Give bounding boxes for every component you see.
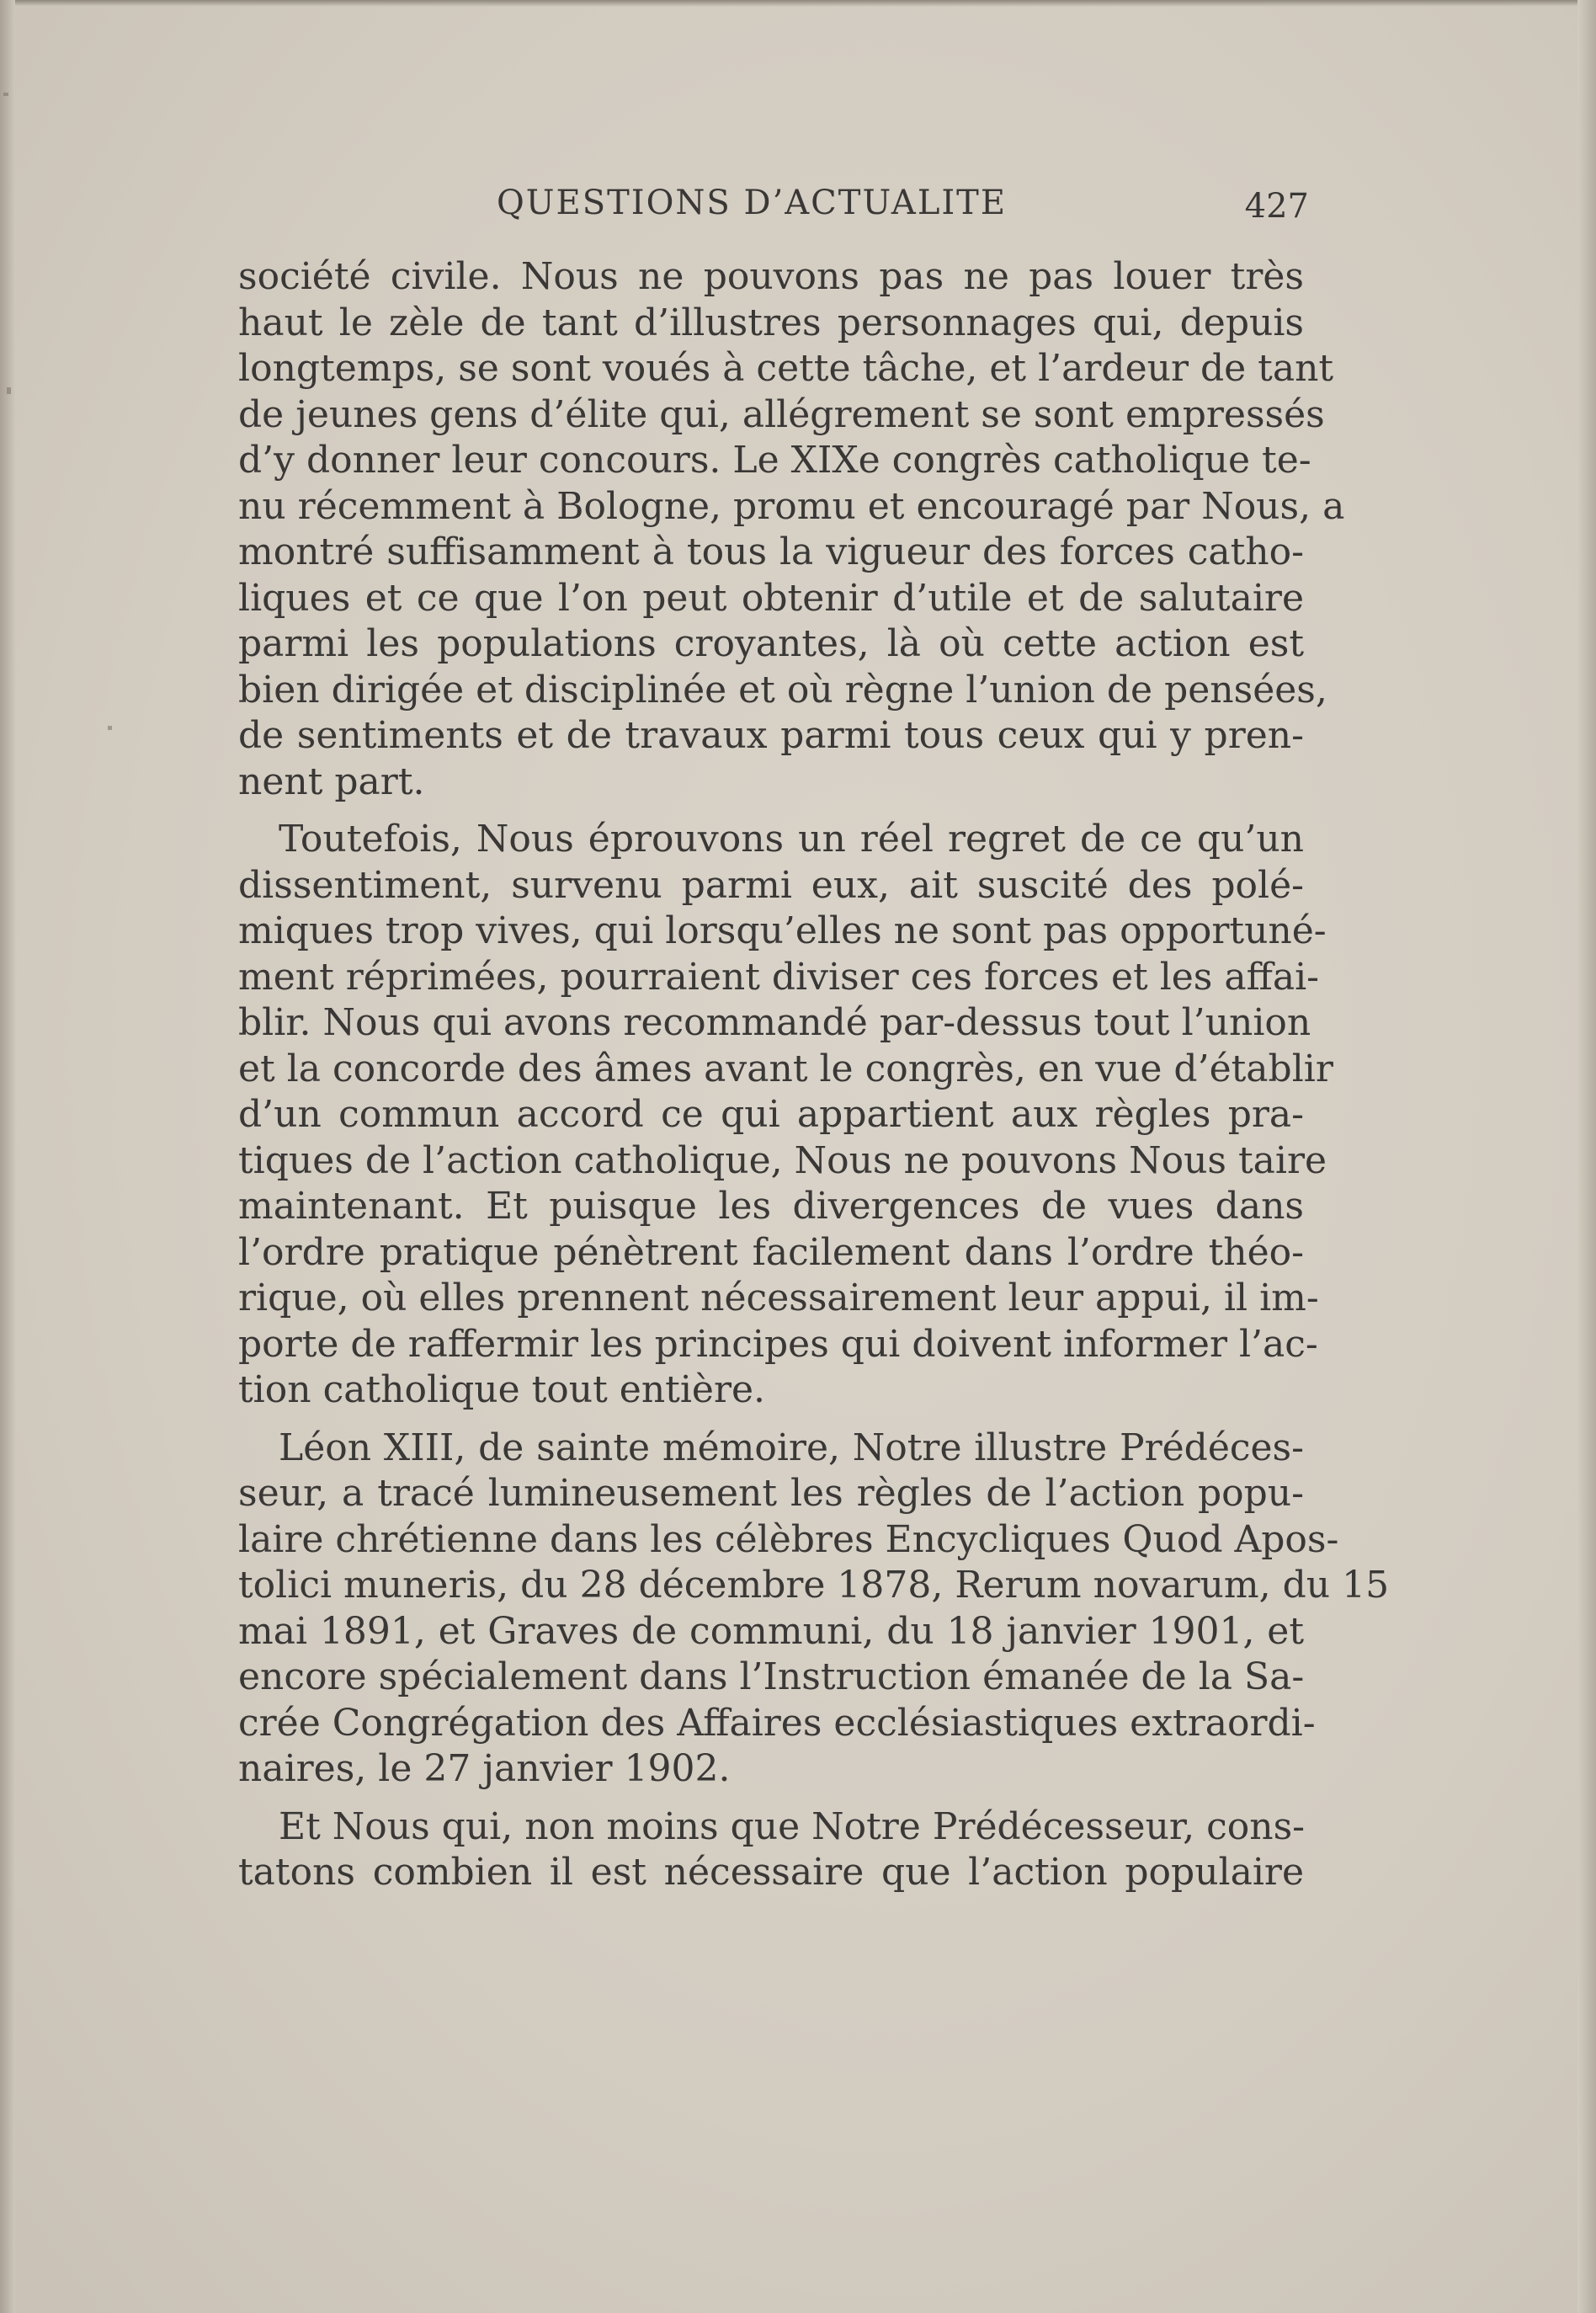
text-line: liques et ce que l’on peut obtenir d’utile et de salutaire xyxy=(238,576,1304,620)
text-line: montré suffisamment à tous la vigueur des forces catho- xyxy=(238,530,1304,573)
paragraph-3 xyxy=(238,1426,1390,1793)
text-line: de jeunes gens d’élite qui, allégrement se sont empressés xyxy=(238,392,1325,436)
scan-speck xyxy=(108,726,112,730)
paragraph-1 xyxy=(238,254,1345,805)
page-top-edge-shadow xyxy=(0,0,1596,7)
running-title: QUESTIONS D’ACTUALITE xyxy=(497,184,1008,222)
text-line: Et Nous qui, non moins que Notre Prédécesseur, cons- xyxy=(279,1804,1306,1848)
text-line: haut le zèle de tant d’illustres personnages qui, depuis xyxy=(238,301,1304,344)
paragraph-4 xyxy=(238,1804,1304,1896)
text-line: rique, où elles prennent nécessairement leur appui, il im- xyxy=(238,1276,1319,1319)
text-line: d’y donner leur concours. Le XIXe congrès catholique te- xyxy=(238,439,1311,482)
text-line: d’un commun accord ce qui appartient aux règles pra- xyxy=(238,1093,1304,1136)
text-line: longtemps, se sont voués à cette tâche, et l’ardeur de tant xyxy=(238,347,1334,390)
text-line: tion catholique tout entière. xyxy=(238,1368,766,1411)
text-line: maintenant. Et puisque les divergences de vues dans xyxy=(238,1185,1304,1228)
text-line: crée Congrégation des Affaires ecclésiastiques extraordi- xyxy=(238,1701,1316,1745)
text-line: tolici muneris, du 28 décembre 1878, Rerum novarum, du 15 xyxy=(238,1564,1390,1607)
text-line: mai 1891, et Graves de communi, du 18 janvier 1901, et xyxy=(238,1609,1304,1653)
text-line: laire chrétienne dans les célèbres Encycliques Quod Apos- xyxy=(238,1517,1339,1561)
text-line: l’ordre pratique pénètrent facilement dans l’ordre théo- xyxy=(238,1230,1304,1274)
text-line: nent part. xyxy=(238,759,425,803)
scan-speck xyxy=(3,93,8,96)
text-line: tiques de l’action catholique, Nous ne pouvons Nous taire xyxy=(238,1138,1327,1182)
text-line: de sentiments et de travaux parmi tous ceux qui y pren- xyxy=(238,714,1304,757)
text-line: ment réprimées, pourraient diviser ces forces et les affai- xyxy=(238,955,1320,999)
text-line: porte de raffermir les principes qui doivent informer l’ac- xyxy=(238,1322,1318,1366)
paragraph-2 xyxy=(238,817,1333,1414)
text-line: société civile. Nous ne pouvons pas ne pas louer très xyxy=(238,255,1304,298)
text-line: et la concorde des âmes avant le congrès, en vue d’établir xyxy=(238,1047,1333,1090)
text-line: Toutefois, Nous éprouvons un réel regret de ce qu’un xyxy=(279,818,1304,861)
text-line: nu récemment à Bologne, promu et encouragé par Nous, a xyxy=(238,484,1345,528)
text-line: miques trop vives, qui lorsqu’elles ne sont pas opportuné- xyxy=(238,909,1327,952)
scan-speck xyxy=(7,387,11,394)
text-line: Léon XIII, de sainte mémoire, Notre illustre Prédéces- xyxy=(279,1426,1304,1469)
text-line: naires, le 27 janvier 1902. xyxy=(238,1747,731,1790)
text-line: encore spécialement dans l’Instruction émanée de la Sa- xyxy=(238,1655,1305,1698)
text-line: dissentiment, survenu parmi eux, ait suscité des polé- xyxy=(238,863,1304,907)
page-number: 427 xyxy=(1244,187,1309,226)
page-left-edge-shadow xyxy=(0,0,15,2313)
text-line: blir. Nous qui avons recommandé par-dessus tout l’union xyxy=(238,1001,1311,1044)
text-line: parmi les populations croyantes, là où cette action est xyxy=(238,622,1304,665)
body-text xyxy=(238,254,1390,1908)
text-line: bien dirigée et disciplinée et où règne l’union de pensées, xyxy=(238,668,1327,711)
text-line: tatons combien il est nécessaire que l’action populaire xyxy=(238,1851,1304,1894)
page-right-edge-shadow xyxy=(1577,0,1596,2313)
text-line: seur, a tracé lumineusement les règles de l’action popu- xyxy=(238,1472,1304,1515)
running-head xyxy=(236,184,1309,234)
